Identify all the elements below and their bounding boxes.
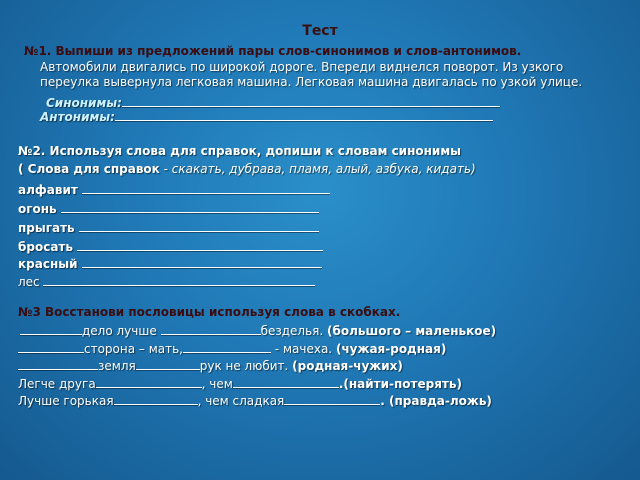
proverb-hint: (большого – маленькое) <box>327 324 497 338</box>
proverb-row-2 <box>18 341 446 357</box>
synonyms-label: Синонимы: <box>46 96 122 110</box>
proverb-blank[interactable] <box>183 341 271 353</box>
proverb-text: рук не любит. <box>199 359 289 373</box>
task2-hint <box>18 162 476 177</box>
synonym-answer-blank[interactable] <box>79 220 319 232</box>
task2-heading: №2. Используя слова для справок, допиши к словам синонимы <box>18 144 461 158</box>
synonym-answer-blank[interactable] <box>43 274 315 286</box>
word-row-jump <box>18 220 319 236</box>
word-label: бросать <box>18 240 73 254</box>
proverb-text: , чем сладкая <box>197 394 285 408</box>
proverb-hint: (родная-чужих) <box>292 359 403 373</box>
proverb-hint: .(найти-потерять) <box>338 377 462 391</box>
task3-heading: №3 Восстанови пословицы используя слова в скобках. <box>18 305 401 319</box>
antonyms-label: Антонимы: <box>40 110 115 124</box>
task2-hint-words: - скакать, дубрава, пламя, алый, азбука, кидать) <box>163 162 476 176</box>
synonym-answer-blank[interactable] <box>61 201 319 213</box>
proverb-blank[interactable] <box>20 323 82 335</box>
proverb-blank[interactable] <box>96 376 202 388</box>
task2-hint-label: ( Слова для справок <box>18 162 160 176</box>
proverb-row-3 <box>18 358 403 374</box>
proverb-blank[interactable] <box>233 376 339 388</box>
proverb-text: дело лучше <box>82 324 157 338</box>
proverb-row-1 <box>20 323 496 339</box>
proverb-blank[interactable] <box>114 393 198 405</box>
word-row-throw <box>18 239 323 255</box>
synonym-answer-blank[interactable] <box>77 239 323 251</box>
proverb-blank[interactable] <box>136 358 200 370</box>
word-label: алфавит <box>18 183 78 197</box>
word-label: прыгать <box>18 221 75 235</box>
word-row-alphabet <box>18 182 330 198</box>
word-row-fire <box>18 201 319 217</box>
word-row-red <box>18 256 322 272</box>
word-row-forest <box>18 274 315 290</box>
proverb-row-4 <box>18 376 462 392</box>
word-label: огонь <box>18 202 57 216</box>
proverb-text: земля <box>98 359 136 373</box>
proverb-hint: (чужая-родная) <box>335 342 447 356</box>
proverb-blank[interactable] <box>18 341 84 353</box>
synonyms-answer-blank[interactable] <box>122 95 500 107</box>
page-title: Тест <box>302 23 338 39</box>
proverb-blank[interactable] <box>161 323 261 335</box>
proverb-blank[interactable] <box>284 393 380 405</box>
word-label: лес <box>18 275 40 289</box>
proverb-text: сторона – мать, <box>84 342 183 356</box>
task1-heading: №1. Выпиши из предложений пары слов-синонимов и слов-антонимов. <box>24 44 522 58</box>
proverb-text: Легче друга <box>18 377 96 391</box>
proverb-hint: . (правда-ложь) <box>380 394 492 408</box>
proverb-blank[interactable] <box>18 358 98 370</box>
task1-text-line2: переулка вывернула легковая машина. Легковая машина двигалась по узкой улице. <box>40 75 583 89</box>
task1-text-line1: Автомобили двигались по широкой дороге. Впереди виднелся поворот. Из узкого <box>40 60 564 74</box>
antonyms-answer-blank[interactable] <box>115 109 493 121</box>
proverb-text: Лучше горькая <box>18 394 114 408</box>
proverb-text: , чем <box>201 377 233 391</box>
proverb-text: безделья. <box>260 324 324 338</box>
synonym-answer-blank[interactable] <box>82 182 330 194</box>
word-label: красный <box>18 257 78 271</box>
synonym-answer-blank[interactable] <box>82 256 322 268</box>
proverb-row-5 <box>18 393 492 409</box>
proverb-text: - мачеха. <box>274 342 333 356</box>
antonyms-row <box>40 109 493 125</box>
